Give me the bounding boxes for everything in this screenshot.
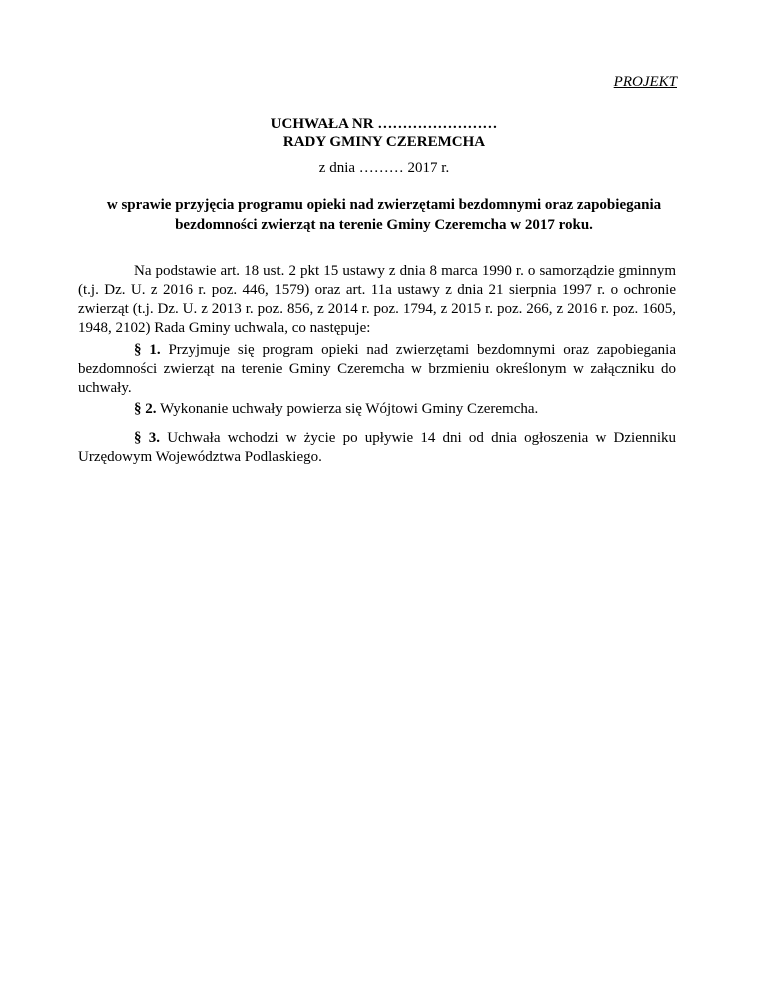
resolution-subject [78,195,690,235]
section-1-text: Przyjmuje się program opieki nad zwierzętami bezdomnymi oraz zapobiegania bezdomności zwierząt na terenie Gminy Czeremcha w brzmieniu określonym w załączniku do uchwały. [78,342,676,396]
section-3-paragraph [78,429,676,467]
resolution-date: z dnia ……… 2017 r. [318,160,450,176]
resolution-number-line: UCHWAŁA NR …………………… [270,116,498,132]
council-name-line: RADY GMINY CZEREMCHA [282,134,486,150]
preamble-text: Na podstawie art. 18 ust. 2 pkt 15 ustawy z dnia 8 marca 1990 r. o samorządzie gminnym (t.j. Dz. U. z 2016 r. poz. 446, 1579) oraz art. 11a ustawy z dnia 21 sierpnia 1997 r. o ochronie zwierząt (t.j. Dz. U. z 2013 r. poz. 856, z 2014 r. poz. 1794, z 2015 r. poz. 266, z 2016 r. poz. 1605, 1948, 2102) Rada Gminy uchwala, co następuje: [78,263,676,336]
resolution-title [0,115,768,151]
section-2-text: Wykonanie uchwały powierza się Wójtowi Gminy Czeremcha. [159,401,539,417]
section-2-paragraph [78,400,676,419]
section-1-paragraph [78,341,676,398]
preamble-paragraph [78,262,676,338]
subject-line-1: w sprawie przyjęcia programu opieki nad zwierzętami bezdomnymi oraz zapobiegania [106,197,662,213]
section-3-number: § 3. [134,430,160,446]
subject-line-2: bezdomności zwierząt na terenie Gminy Czeremcha w 2017 roku. [175,217,593,233]
draft-label: PROJEKT [613,74,677,90]
section-3-text: Uchwała wchodzi w życie po upływie 14 dni od dnia ogłoszenia w Dzienniku Urzędowym Województwa Podlaskiego. [78,430,677,465]
section-2-number: § 2. [134,401,157,417]
section-1-number: § 1. [134,342,161,358]
